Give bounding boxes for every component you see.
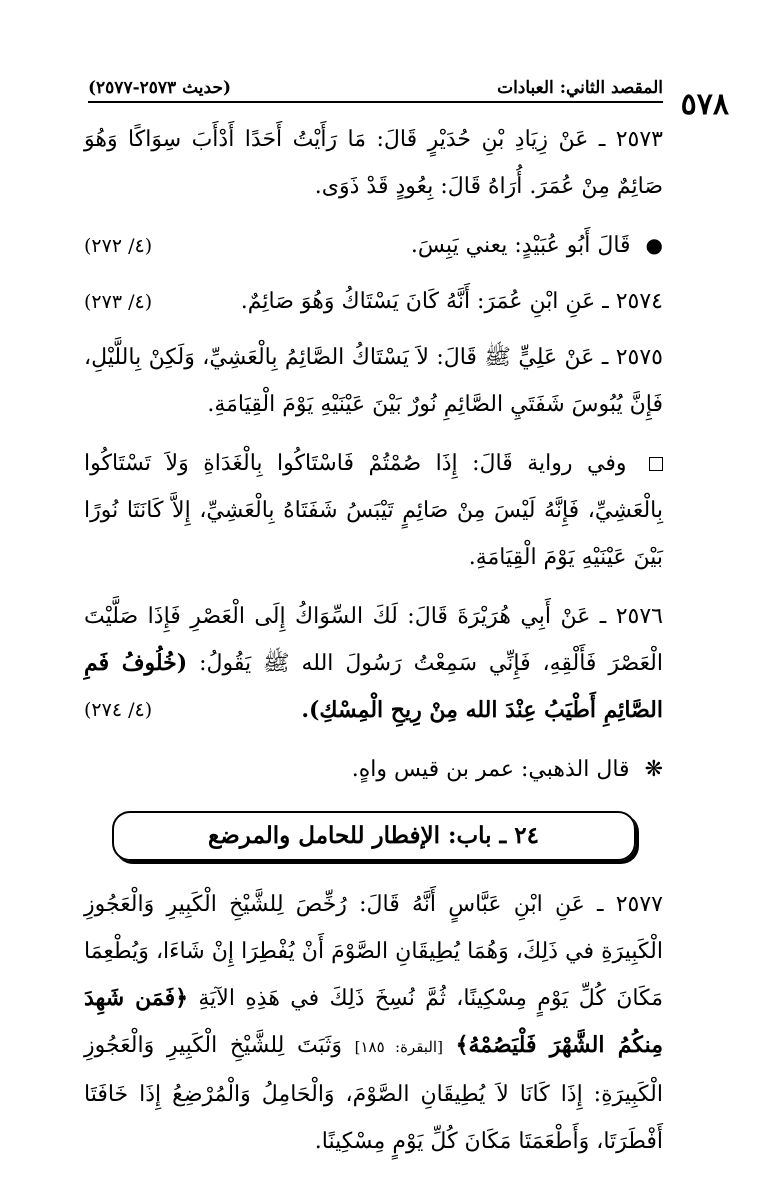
hadith-2577 <box>84 881 663 1165</box>
hadith-2576 <box>84 593 663 734</box>
hadith-text: ٢٥٧٦ ـ عَنْ أَبِي هُرَيْرَةَ قَالَ: لَكَ السِّوَاكُ إِلَى الْعَصْرِ فَإِذَا صَلَّيْتَ الْعَصْرَ فَأَلْقِهِ، فَإِنِّي سَمِعْتُ رَسُولَ الله ﷺ يَقُولُ: <box>84 604 663 676</box>
quran-verse: ﴿فَمَن شَهِدَ مِنكُمُ الشَّهْرَ فَلْيَصُمْهُ﴾ <box>84 985 664 1058</box>
page-number: ٥٧٨ <box>680 87 729 122</box>
hadith-text: ٢٥٧٥ ـ عَنْ عَلِيٍّ ﷺ قَالَ: لاَ يَسْتَاكُ الصَّائِمُ بِالْعَشِيِّ، وَلَكِنْ بِاللَّيْلِ، فَإِنَّ يُبُوسَ شَفَتَيِ الصَّائِمِ نُورٌ بَيْنَ عَيْنَيْهِ يَوْمَ الْقِيَامَةِ. <box>84 345 663 417</box>
section-title: المقصد الثاني: العبادات <box>497 78 663 98</box>
hadith-text: ٢٥٧٤ ـ عَنِ ابْنِ عُمَرَ: أَنَّهُ كَانَ يَسْتَاكُ وَهُوَ صَائِمٌ. <box>240 289 663 314</box>
chapter-heading <box>112 811 636 861</box>
quran-reference: [البقرة: ١٨٥] <box>354 1038 443 1056</box>
narration-variant <box>84 440 663 581</box>
square-marker-icon <box>649 457 663 471</box>
hadith-2574 <box>84 278 663 326</box>
note-text: قال الذهبي: عمر بن قيس واهٍ. <box>351 757 630 782</box>
hadith-range: (حديث ٢٥٧٣-٢٥٧٧) <box>88 78 231 98</box>
source-reference: (٤/ ٢٧٣) <box>84 291 153 313</box>
commentary-abu-ubaid <box>84 222 663 270</box>
narration-text: وفي رواية قَالَ: إِذَا صُمْتُمْ فَاسْتَاكُوا بِالْغَدَاةِ وَلاَ تَسْتَاكُوا بِالْعَشِيِّ، فَإِنَّهُ لَيْسَ مِنْ صَائِمٍ تَيْبَسُ شَفَتَاهُ بِالْعَشِيِّ، إِلاَّ كَانَتَا نُورًا بَيْنَ عَيْنَيْهِ يَوْمَ الْقِيَامَةِ. <box>84 451 663 570</box>
hadith-2573 <box>84 116 663 210</box>
hadith-text-part1: ٢٥٧٧ ـ عَنِ ابْنِ عَبَّاسٍ أَنَّهُ قَالَ: رُخِّصَ لِلشَّيْخِ الْكَبِيرِ وَالْعَجُوزِ الْكَبِيرَةِ في ذَلِكَ، وَهُمَا يُطِيقَانِ الصَّوْمَ أَنْ يُفْطِرَا إِنْ شَاءَا، وَيُطْعِمَا مَكَانَ كُلِّ يَوْمٍ مِسْكِينًا، ثُمَّ نُسِخَ ذَلِكَ في هَذِهِ الآيَةِ <box>84 892 663 1011</box>
hadith-text-part2: وَثَبَتَ لِلشَّيْخِ الْكَبِيرِ وَالْعَجُوزِ الْكَبِيرَةِ: إِذَا كَانَا لاَ يُطِيقَانِ الصَّوْمَ، وَالْحَامِلُ وَالْمُرْضِعُ إِذَا خَافَتَا أَفْطَرَتَا، وَأَطْعَمَتَا مَكَانَ كُلِّ يَوْمٍ مِسْكِينًا. <box>84 1033 663 1154</box>
page-content <box>84 116 663 1177</box>
source-reference: (٤/ ٢٧٢) <box>84 235 153 257</box>
prophetic-quote: (خُلُوفُ فَمِ الصَّائِمِ أَطْيَبُ عِنْدَ الله مِنْ رِيحِ الْمِسْكِ). <box>84 650 663 723</box>
hadith-text: ٢٥٧٣ ـ عَنْ زِيَادِ بْنِ حُدَيْرٍ قَالَ: مَا رَأَيْتُ أَحَدًا أَدْأَبَ سِوَاكًا وَهُوَ صَائِمٌ مِنْ عُمَرَ. أُرَاهُ قَالَ: بِعُودٍ قَدْ ذَوَى. <box>84 127 663 199</box>
commentary-text: قَالَ أَبُو عُبَيْدٍ: يعني يَبِسَ. <box>410 233 631 258</box>
dhahabi-note <box>84 746 663 793</box>
bullet-icon: ● <box>645 233 663 257</box>
source-reference: (٤/ ٢٧٤) <box>84 699 153 721</box>
hadith-2575 <box>84 334 663 428</box>
chapter-title: ٢٤ ـ باب: الإفطار للحامل والمرضع <box>208 822 540 849</box>
running-header <box>88 70 663 103</box>
asterisk-icon: ❋ <box>644 757 663 782</box>
